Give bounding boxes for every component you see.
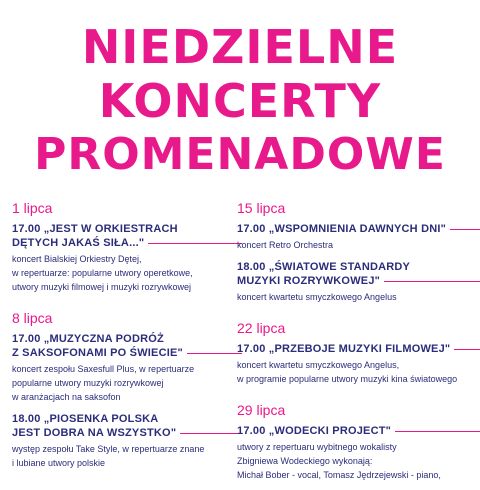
- event-title-text: DĘTYCH JAKAŚ SIŁA...": [12, 237, 145, 249]
- left-column: [12, 200, 242, 478]
- section-gap: [237, 394, 480, 402]
- concert-event: [237, 260, 480, 304]
- event-description-line: utwory muzyki filmowej i muzyki rozrywkowej: [12, 282, 192, 292]
- title-rule: [450, 229, 480, 230]
- event-description-line: w programie popularne utwory muzyki kina światowego: [237, 374, 458, 384]
- event-description: [237, 290, 480, 304]
- event-title-line: [237, 424, 480, 438]
- event-description: [237, 358, 480, 386]
- concert-event: [12, 222, 242, 294]
- event-description-line: w repertuarze: popularne utwory operetkowe,: [12, 268, 193, 278]
- title-rule: [384, 281, 480, 282]
- concert-event: [237, 424, 480, 482]
- date-section: [12, 310, 242, 470]
- concert-date: 22 lipca: [237, 320, 286, 336]
- section-gap: [12, 302, 242, 310]
- concert-date: 15 lipca: [237, 200, 286, 216]
- title-rule: [148, 243, 242, 244]
- concert-event: [12, 412, 242, 470]
- event-title-text: 17.00 „MUZYCZNA PODRÓŻ: [12, 333, 164, 345]
- date-section: [237, 402, 480, 482]
- date-section: [237, 200, 480, 320]
- event-title-text: 17.00 „WSPOMNIENIA DAWNYCH DNI": [237, 223, 447, 235]
- event-title-line: [237, 274, 480, 288]
- concert-event: [237, 342, 480, 386]
- date-section: [12, 200, 242, 310]
- event-description: [237, 238, 480, 252]
- concert-event: [237, 222, 480, 252]
- event-description-line: występ zespołu Take Style, w repertuarze znane: [12, 444, 205, 454]
- event-title-line: [237, 222, 480, 236]
- event-title-text: 18.00 „PIOSENKA POLSKA: [12, 413, 159, 425]
- title-rule: [187, 353, 242, 354]
- event-description-line: popularne utwory muzyki rozrywkowej: [12, 378, 164, 388]
- poster-title-line-1: NIEDZIELNE: [81, 20, 399, 74]
- event-title-text: 17.00 „PRZEBOJE MUZYKI FILMOWEJ": [237, 343, 451, 355]
- concert-date: 29 lipca: [237, 402, 286, 418]
- event-title-line: [12, 236, 242, 250]
- concert-date: 1 lipca: [12, 200, 53, 216]
- event-description-line: w aranżacjach na saksofon: [12, 392, 121, 402]
- title-rule: [395, 431, 480, 432]
- event-title-text: 17.00 „WODECKI PROJECT": [237, 425, 392, 437]
- event-title-line: [237, 342, 480, 356]
- date-section: [237, 320, 480, 402]
- event-description: [12, 442, 242, 470]
- poster-title-line-3: PROMENADOWE: [34, 129, 446, 180]
- event-title-text: 18.00 „ŚWIATOWE STANDARDY: [237, 261, 411, 273]
- title-rule: [454, 349, 480, 350]
- event-description-line: koncert kwartetu smyczkowego Angelus: [237, 292, 397, 302]
- event-description-line: koncert Bialskiej Orkiestry Dętej,: [12, 254, 142, 264]
- event-description-line: koncert zespołu Saxesfull Plus, w repertuarze: [12, 364, 195, 374]
- event-description-line: utwory z repertuaru wybitnego wokalisty: [237, 442, 397, 452]
- event-title-line: [12, 222, 242, 236]
- event-title-text: 17.00 „JEST W ORKIESTRACH: [12, 223, 178, 235]
- event-description: [12, 362, 242, 404]
- concert-event: [12, 332, 242, 404]
- event-description-line: koncert kwartetu smyczkowego Angelus,: [237, 360, 400, 370]
- right-column: [237, 200, 480, 490]
- event-description: [12, 252, 242, 294]
- event-description-line: Michał Bober - vocal, Tomasz Jędrzejewski - piano,: [237, 470, 441, 480]
- section-gap: [237, 312, 480, 320]
- event-title-text: MUZYKI ROZRYWKOWEJ": [237, 275, 381, 287]
- concert-date: 8 lipca: [12, 310, 53, 326]
- event-title-line: [12, 332, 242, 346]
- event-title-line: [237, 260, 480, 274]
- event-description-line: Zbigniewa Wodeckiego wykonają:: [237, 456, 373, 466]
- event-title-line: [12, 346, 242, 360]
- event-description-line: i lubiane utwory polskie: [12, 458, 106, 468]
- event-title-text: Z SAKSOFONAMI PO ŚWIECIE": [12, 347, 183, 359]
- poster-title-line-2: KONCERTY: [98, 74, 382, 128]
- event-description-line: koncert Retro Orchestra: [237, 240, 334, 250]
- title-rule: [180, 433, 242, 434]
- event-description: [237, 440, 480, 482]
- event-title-text: JEST DOBRA NA WSZYSTKO": [12, 427, 177, 439]
- event-title-line: [12, 426, 242, 440]
- event-title-line: [12, 412, 242, 426]
